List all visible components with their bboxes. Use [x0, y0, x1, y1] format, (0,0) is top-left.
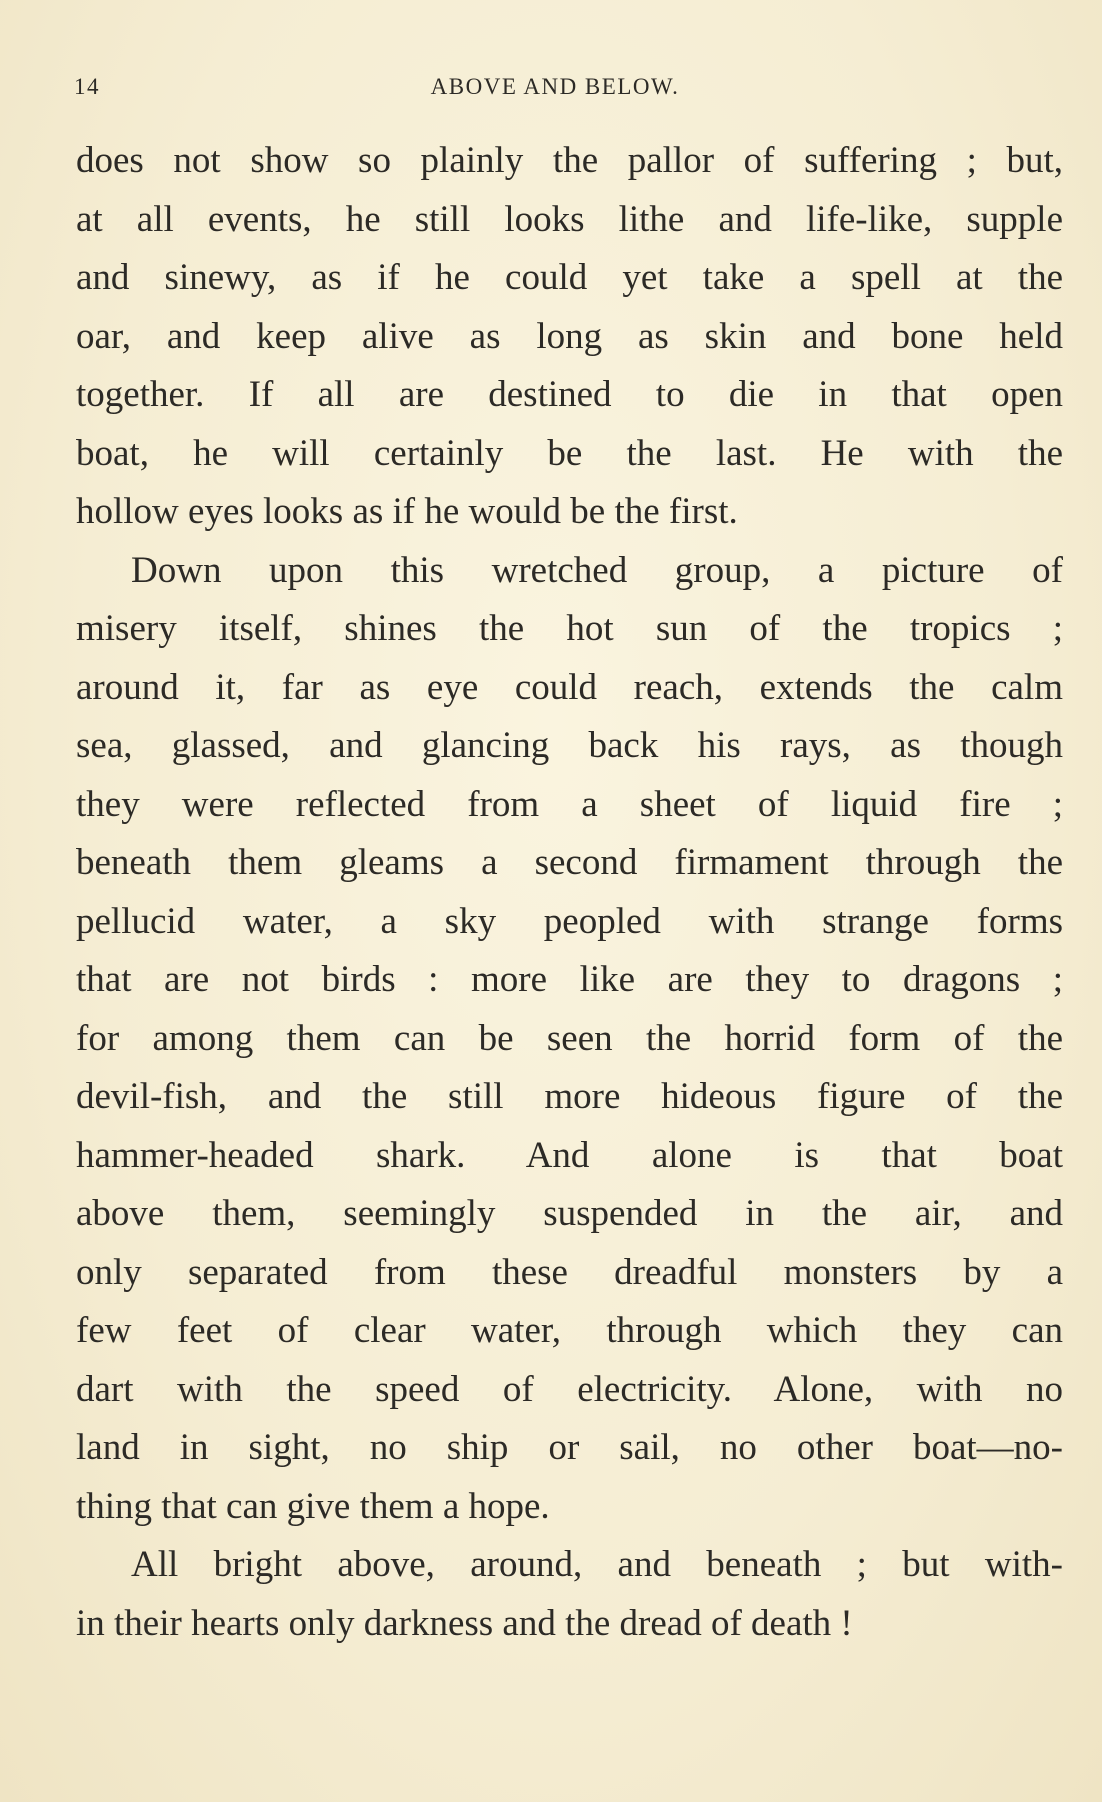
text-line: boat, he will certainly be the last. He with the	[76, 432, 1063, 474]
text-line: hollow eyes looks as if he would be the first.	[76, 491, 738, 532]
text-line: devil-fish, and the still more hideous figure of the	[76, 1076, 1063, 1117]
text-line: in their hearts only darkness and the dread of death !	[76, 1602, 853, 1644]
text-line: and sinewy, as if he could yet take a spell at the	[76, 257, 1063, 298]
text-line: dart with the speed of electricity. Alone, with no	[76, 1368, 1063, 1410]
text-line: together. If all are destined to die in that open	[76, 374, 1063, 415]
text-line: All bright above, around, and beneath ; but with-	[131, 1544, 1063, 1585]
text-line: around it, far as eye could reach, extends the calm	[76, 666, 1063, 708]
text-line: misery itself, shines the hot sun of the tropics ;	[76, 608, 1063, 649]
running-head: ABOVE AND BELOW.	[430, 74, 680, 99]
text-line: does not show so plainly the pallor of suffering ; but,	[76, 140, 1063, 181]
text-line: Down upon this wretched group, a picture of	[131, 549, 1063, 591]
text-line: pellucid water, a sky peopled with strange forms	[76, 900, 1063, 942]
text-line: sea, glassed, and glancing back his rays, as though	[76, 725, 1063, 766]
page-number: 14	[74, 74, 100, 99]
text-line: they were reflected from a sheet of liquid fire ;	[76, 783, 1063, 825]
body-text	[76, 132, 1063, 1653]
page-header	[74, 74, 1036, 114]
text-line: land in sight, no ship or sail, no other boat—no-	[76, 1427, 1063, 1468]
text-line: thing that can give them a hope.	[76, 1485, 550, 1527]
text-line: only separated from these dreadful monsters by a	[76, 1251, 1063, 1293]
text-line: few feet of clear water, through which they can	[76, 1310, 1063, 1351]
text-line: at all events, he still looks lithe and life-like, supple	[76, 198, 1063, 240]
text-line: oar, and keep alive as long as skin and bone held	[76, 315, 1063, 357]
text-line: hammer-headed shark. And alone is that boat	[76, 1134, 1063, 1176]
text-line: that are not birds : more like are they to dragons ;	[76, 959, 1063, 1000]
text-line: for among them can be seen the horrid form of the	[76, 1017, 1063, 1059]
text-line: beneath them gleams a second firmament through the	[76, 842, 1063, 883]
text-line: above them, seemingly suspended in the air, and	[76, 1193, 1063, 1234]
